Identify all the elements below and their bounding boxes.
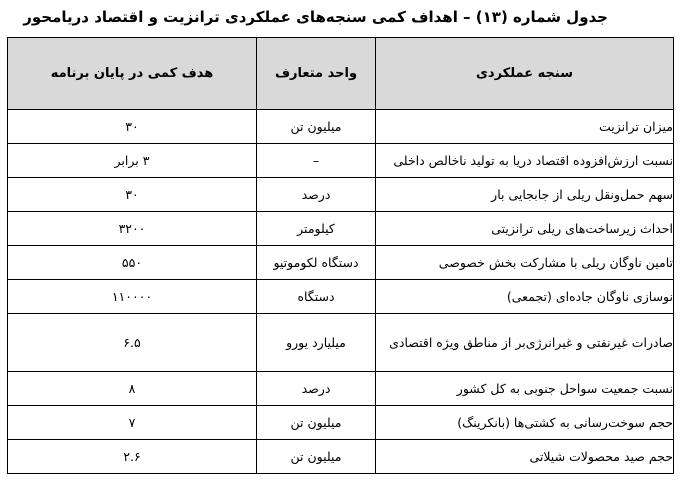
metric-cell: نسبت ارزش‌افزوده اقتصاد دریا به تولید ناخالص داخلی [376, 144, 674, 178]
metric-cell: حجم سوخت‌رسانی به کشتی‌ها (بانکرینگ) [376, 406, 674, 440]
metric-cell: حجم صید محصولات شیلاتی [376, 440, 674, 474]
table-row [8, 212, 674, 246]
target-cell: ۳ برابر [8, 144, 257, 178]
metric-cell: سهم حمل‌ونقل ریلی از جابجایی بار [376, 178, 674, 212]
unit-cell: میلیون تن [257, 440, 376, 474]
unit-cell: میلیون تن [257, 110, 376, 144]
table-row [8, 246, 674, 280]
table-row [8, 440, 674, 474]
unit-cell: میلیون تن [257, 406, 376, 440]
unit-cell: درصد [257, 178, 376, 212]
metric-cell: میزان ترانزیت [376, 110, 674, 144]
unit-cell: درصد [257, 372, 376, 406]
table-row [8, 178, 674, 212]
table-row [8, 280, 674, 314]
table-row [8, 110, 674, 144]
header-unit: واحد متعارف [257, 38, 376, 110]
metrics-table [7, 37, 674, 474]
header-metric: سنجه عملکردی [376, 38, 674, 110]
metric-cell: احداث زیرساخت‌های ریلی ترانزیتی [376, 212, 674, 246]
header-target: هدف کمی در پایان برنامه [8, 38, 257, 110]
target-cell: ۲.۶ [8, 440, 257, 474]
target-cell: ۷ [8, 406, 257, 440]
table-row [8, 314, 674, 372]
table-row [8, 144, 674, 178]
target-cell: ۳۰ [8, 178, 257, 212]
table-row [8, 406, 674, 440]
unit-cell: – [257, 144, 376, 178]
target-cell: ۵۵۰ [8, 246, 257, 280]
target-cell: ۱۱۰۰۰۰ [8, 280, 257, 314]
table-row [8, 372, 674, 406]
target-cell: ۶.۵ [8, 314, 257, 372]
target-cell: ۳۰ [8, 110, 257, 144]
metric-cell: صادرات غیرنفتی و غیرانرژی‌بر از مناطق ویژه اقتصادی [376, 314, 674, 372]
header-row [8, 38, 674, 110]
metric-cell: تامین ناوگان ریلی با مشارکت بخش خصوصی [376, 246, 674, 280]
target-cell: ۸ [8, 372, 257, 406]
unit-cell: دستگاه لکوموتیو [257, 246, 376, 280]
target-cell: ۳۲۰۰ [8, 212, 257, 246]
unit-cell: میلیارد یورو [257, 314, 376, 372]
table-caption: جدول شماره (۱۳) – اهداف کمی سنجه‌های عملکردی ترانزیت و اقتصاد دریامحور [23, 8, 608, 26]
unit-cell: کیلومتر [257, 212, 376, 246]
metric-cell: نوسازی ناوگان جاده‌ای (تجمعی) [376, 280, 674, 314]
metric-cell: نسبت جمعیت سواحل جنوبی به کل کشور [376, 372, 674, 406]
unit-cell: دستگاه [257, 280, 376, 314]
